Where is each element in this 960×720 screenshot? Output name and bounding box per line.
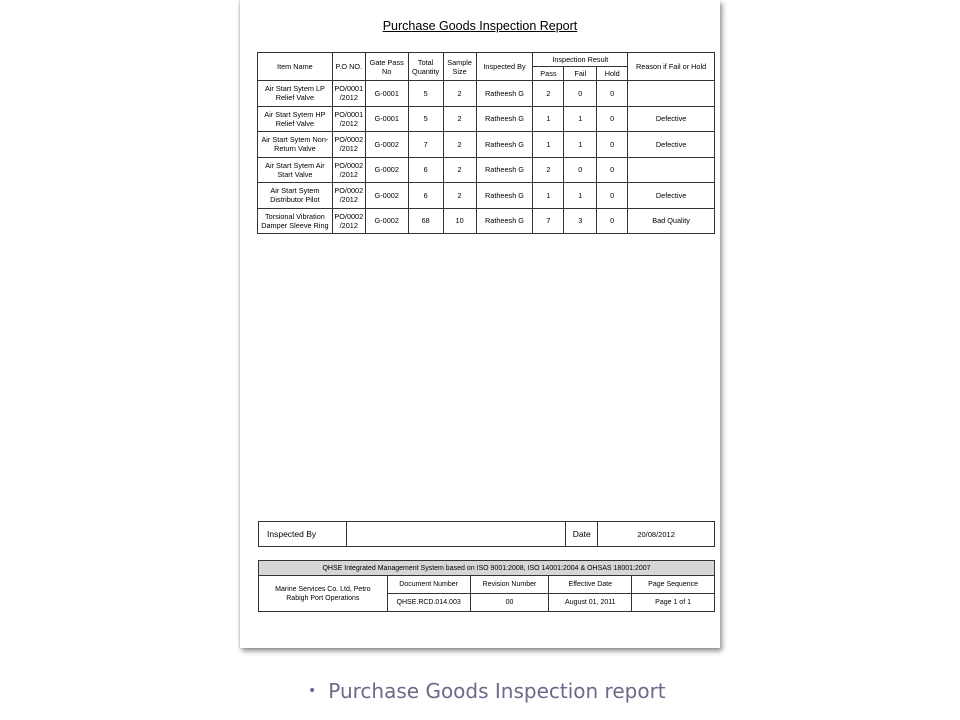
cell-reason: Defective [628,183,715,209]
cell-po-no: PO/0001 /2012 [332,81,365,107]
cell-sample-size: 2 [443,157,476,183]
cell-po-no: PO/0002 /2012 [332,183,365,209]
signoff-table [258,521,715,547]
qhse-standard-line: QHSE Integrated Management System based on ISO 9001:2008, ISO 14001:2004 & OHSAS 18001:2007 [259,561,715,576]
header-reason: Reason if Fail or Hold [628,53,715,81]
cell-inspected-by: Ratheesh G [476,81,533,107]
cell-fail: 0 [564,157,597,183]
cell-pass: 1 [533,183,564,209]
table-row [258,157,715,183]
effective-date-label: Effective Date [549,576,632,594]
cell-total-qty: 68 [408,208,443,234]
cell-reason [628,81,715,107]
cell-sample-size: 2 [443,183,476,209]
cell-pass: 7 [533,208,564,234]
cell-gate-pass: G-0002 [365,208,408,234]
cell-hold: 0 [597,132,628,158]
cell-item-name: Air Start Sytem HP Relief Valve [258,106,333,132]
cell-sample-size: 10 [443,208,476,234]
cell-sample-size: 2 [443,106,476,132]
cell-total-qty: 7 [408,132,443,158]
cell-total-qty: 5 [408,81,443,107]
qhse-footer-table [258,560,715,612]
cell-total-qty: 6 [408,157,443,183]
cell-po-no: PO/0002 /2012 [332,208,365,234]
cell-item-name: Torsional Vibration Damper Sleeve Ring [258,208,333,234]
header-gate-pass: Gate Pass No [365,53,408,81]
cell-sample-size: 2 [443,132,476,158]
cell-po-no: PO/0002 /2012 [332,157,365,183]
cell-hold: 0 [597,208,628,234]
cell-reason: Defective [628,132,715,158]
revision-value: 00 [470,594,549,612]
revision-label: Revision Number [470,576,549,594]
cell-hold: 0 [597,183,628,209]
bullet-icon: • [308,683,317,699]
header-pass: Pass [533,67,564,81]
table-row [258,208,715,234]
doc-number-label: Document Number [387,576,470,594]
cell-pass: 1 [533,106,564,132]
cell-gate-pass: G-0001 [365,81,408,107]
cell-inspected-by: Ratheesh G [476,132,533,158]
cell-hold: 0 [597,106,628,132]
cell-fail: 1 [564,132,597,158]
cell-reason [628,157,715,183]
document-page [240,0,720,648]
cell-total-qty: 5 [408,106,443,132]
cell-hold: 0 [597,81,628,107]
cell-item-name: Air Start Sytem Air Start Valve [258,157,333,183]
inspected-by-value [346,522,565,547]
cell-po-no: PO/0001 /2012 [332,106,365,132]
doc-number-value: QHSE.RCD.014.003 [387,594,470,612]
inspected-by-label: Inspected By [259,522,347,547]
cell-fail: 1 [564,183,597,209]
table-row [258,106,715,132]
cell-hold: 0 [597,157,628,183]
cell-gate-pass: G-0002 [365,183,408,209]
table-row [258,183,715,209]
header-total-qty: Total Quantity [408,53,443,81]
cell-pass: 1 [533,132,564,158]
bullet-caption: Purchase Goods Inspection report [328,679,666,703]
header-fail: Fail [564,67,597,81]
header-inspection-result: Inspection Result [533,53,628,67]
cell-inspected-by: Ratheesh G [476,106,533,132]
header-item-name: Item Name [258,53,333,81]
cell-reason: Bad Quality [628,208,715,234]
cell-pass: 2 [533,81,564,107]
table-body [258,81,715,234]
cell-gate-pass: G-0001 [365,106,408,132]
cell-item-name: Air Start Sytem LP Relief Valve [258,81,333,107]
cell-inspected-by: Ratheesh G [476,208,533,234]
date-label: Date [566,522,598,547]
cell-gate-pass: G-0002 [365,157,408,183]
table-row [258,81,715,107]
cell-item-name: Air Start Sytem Distributor Pilot [258,183,333,209]
inspection-table [257,52,715,234]
cell-total-qty: 6 [408,183,443,209]
cell-fail: 1 [564,106,597,132]
cell-fail: 0 [564,81,597,107]
cell-item-name: Air Start Sytem Non-Return Valve [258,132,333,158]
header-inspected-by: Inspected By [476,53,533,81]
cell-inspected-by: Ratheesh G [476,157,533,183]
cell-inspected-by: Ratheesh G [476,183,533,209]
header-po-no: P.O NO. [332,53,365,81]
page-sequence-value: Page 1 of 1 [632,594,715,612]
cell-po-no: PO/0002 /2012 [332,132,365,158]
cell-pass: 2 [533,157,564,183]
table-header-row [258,53,715,67]
slide-bullet [308,679,666,703]
table-row [258,132,715,158]
page-sequence-label: Page Sequence [632,576,715,594]
cell-reason: Defective [628,106,715,132]
header-sample-size: Sample Size [443,53,476,81]
header-hold: Hold [597,67,628,81]
cell-sample-size: 2 [443,81,476,107]
effective-date-value: August 01, 2011 [549,594,632,612]
cell-fail: 3 [564,208,597,234]
date-value: 20/08/2012 [598,522,715,547]
company-name: Marine Services Co. Ltd, Petro Rabigh Port Operations [259,576,388,612]
report-title: Purchase Goods Inspection Report [382,19,578,33]
cell-gate-pass: G-0002 [365,132,408,158]
